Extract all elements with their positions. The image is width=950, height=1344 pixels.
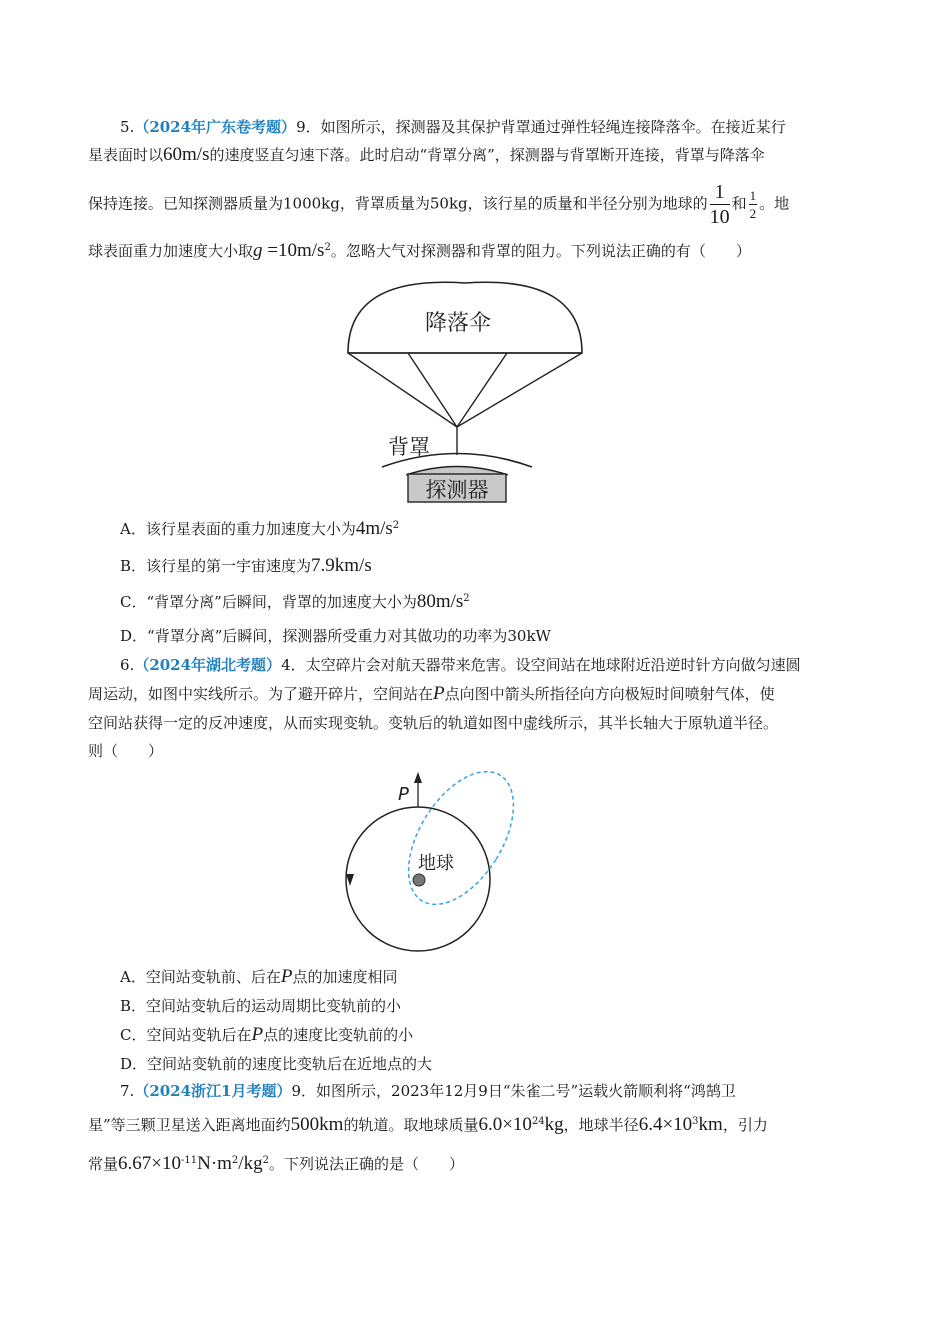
- q6-option-a[interactable]: A．空间站变轨前、后在P点的加速度相同: [120, 966, 398, 987]
- q6-number: 6.: [120, 656, 135, 674]
- q6-option-b[interactable]: B．空间站变轨后的运动周期比变轨前的小: [120, 997, 402, 1015]
- q5-line-4: 球表面重力加速度大小取$g =10m/s^2$。忽略大气对探测器和背罩的阻力。下列说法正确的有（ ）: [88, 240, 751, 261]
- q6-source-tag: （2024年湖北考题）: [134, 656, 282, 674]
- q5-source-tag: （2024年广东卷考题）: [134, 118, 297, 136]
- q6-line-1: 6.（2024年湖北考题）4．太空碎片会对航天器带来危害。设空间站在地球附近沿逆时针方向做匀速圆: [120, 656, 801, 674]
- parachute-rope: [348, 353, 457, 427]
- q5-speed-value: 60m/s: [163, 144, 210, 165]
- q5-option-a[interactable]: A．该行星表面的重力加速度大小为$4m/s^2$: [120, 518, 400, 539]
- earth-label: 地球: [418, 853, 454, 874]
- parachute-label: 降落伞: [424, 311, 492, 336]
- q5-option-d[interactable]: D．“背罩分离”后瞬间，探测器所受重力对其做功的功率为30kW: [120, 627, 551, 645]
- probe-label: 探测器: [425, 478, 489, 502]
- parachute-rope: [457, 353, 507, 427]
- q5-line-2: 星表面时以60m/s的速度竖直匀速下落。此时启动“背罩分离”，探测器与背罩断开连接，背罩与降落伞: [88, 144, 765, 165]
- arrow-up-icon: [414, 772, 422, 783]
- q7-source-tag: （2024浙江1月考题）: [134, 1082, 292, 1100]
- q5-fraction-radius: $\frac{1}{2}$: [749, 188, 757, 221]
- q5-option-b[interactable]: B．该行星的第一宇宙速度为7.9km/s: [120, 555, 372, 576]
- backcover-label: 背罩: [388, 435, 430, 459]
- q5-line-3: 保持连接。已知探测器质量为1000kg，背罩质量为50kg，该行星的质量和半径分别为地球的 $\frac{1}{10}$ 和 $\frac{1}{2}$ 。地: [88, 181, 790, 228]
- q7-line-1: 7.（2024浙江1月考题）9．如图所示，2023年12月9日“朱雀二号”运载火箭顺利将“鸿鹄卫: [120, 1082, 736, 1100]
- q6-line-2: 周运动，如图中实线所示。为了避开碎片，空间站在P点向图中箭头所指径向方向极短时间喷射气体，使: [88, 683, 775, 704]
- q5-line-1: [120, 116, 786, 137]
- point-p-label: P: [398, 784, 409, 805]
- q7-line-2: 星”等三颗卫星送入距离地面约500km的轨道。取地球质量$6.0\times 10^{24}kg$，地球半径$6.4\times 10^3km$，引力: [88, 1114, 768, 1135]
- orbit-direction-arrow-icon: [346, 874, 354, 886]
- q7-number: 7.: [120, 1082, 135, 1100]
- parachute-rope: [457, 353, 582, 427]
- q5-option-c[interactable]: C．“背罩分离”后瞬间，背罩的加速度大小为$80m/s^2$: [120, 591, 470, 612]
- q7-line-3: 常量$6.67\times 10^{-11}N\cdot m^2/kg^2$。下列说法正确的是（ ）: [88, 1153, 464, 1174]
- q5-stem-text: 9．如图所示，探测器及其保护背罩通过弹性轻绳连接降落伞。在接近某行: [296, 118, 786, 136]
- earth-dot: [413, 874, 425, 886]
- parachute-rope: [408, 353, 457, 427]
- q6-option-d[interactable]: D．空间站变轨前的速度比变轨后在近地点的大: [120, 1055, 433, 1073]
- q5-number: 5.: [120, 118, 135, 136]
- q6-option-c[interactable]: C．空间站变轨后在P点的速度比变轨前的小: [120, 1024, 414, 1045]
- q6-line-4: 则（ ）: [88, 742, 164, 760]
- q6-line-3: 空间站获得一定的反冲速度，从而实现变轨。变轨后的轨道如图中虚线所示，其半长轴大于原轨道半径。: [88, 714, 779, 732]
- q5-fraction-mass: $\frac{1}{10}$: [709, 181, 730, 228]
- parachute-figure: [340, 275, 590, 510]
- orbit-figure: [330, 770, 530, 955]
